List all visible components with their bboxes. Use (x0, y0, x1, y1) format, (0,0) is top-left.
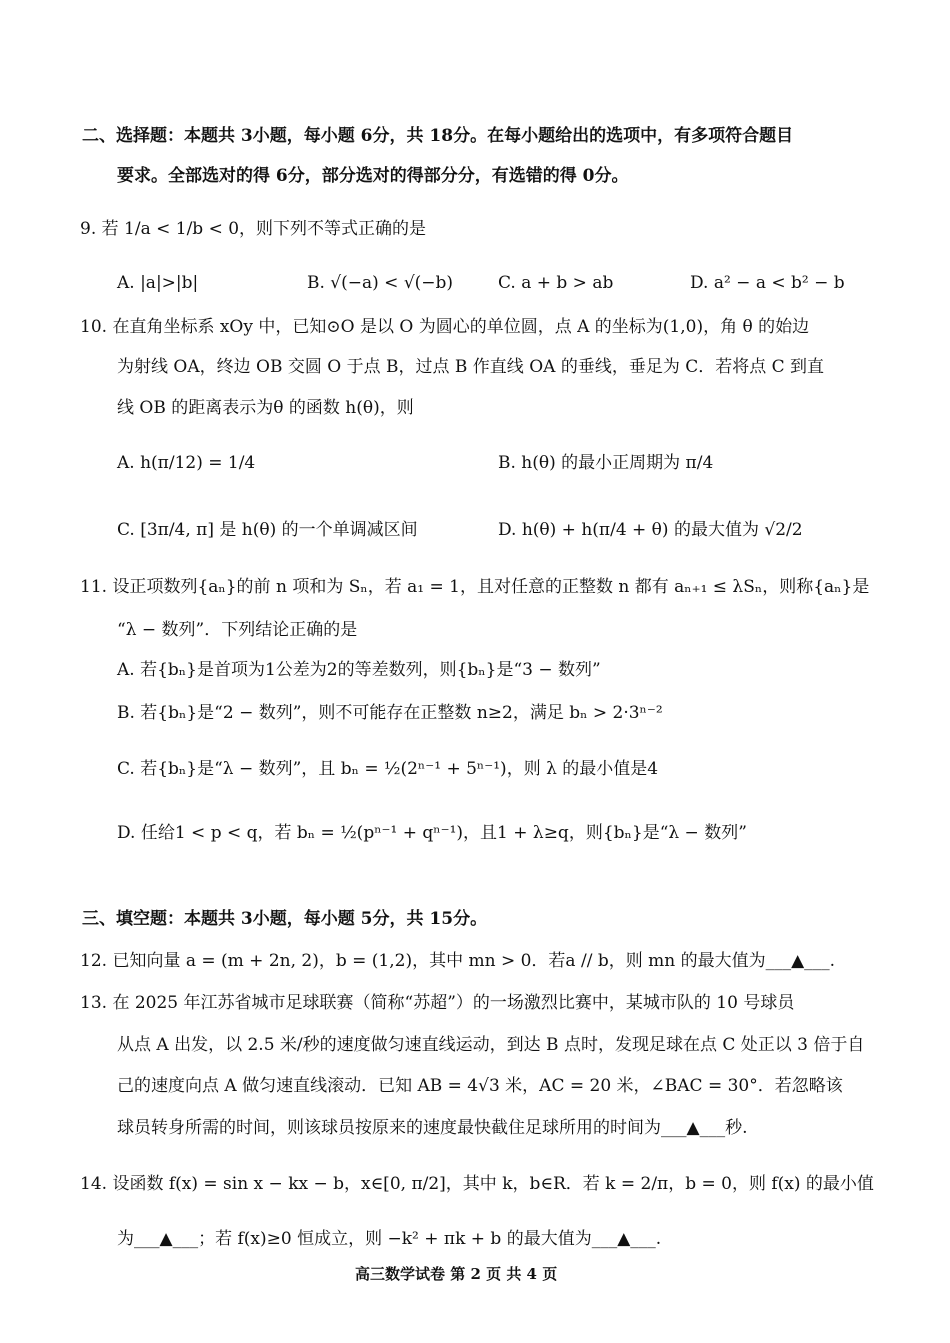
section2-heading-line1: 二、选择题：本题共 3小题，每小题 6分，共 18分。在每小题给出的选项中，有多项符合题目 (82, 126, 794, 146)
q11-option-d: D. 任给1 < p < q，若 bₙ = ½(pⁿ⁻¹ + qⁿ⁻¹)，且1 + λ≥q，则{bₙ}是“λ − 数列” (117, 823, 747, 843)
q10-option-c: C. [3π/4, π] 是 h(θ) 的一个单调减区间 (117, 520, 418, 540)
q13-line2: 从点 A 出发，以 2.5 米/秒的速度做匀速直线运动，到达 B 点时，发现足球在点 C 处正以 3 倍于自 (117, 1035, 865, 1055)
q9-stem: 9. 若 1/a < 1/b < 0，则下列不等式正确的是 (80, 219, 427, 239)
q10-option-d: D. h(θ) + h(π/4 + θ) 的最大值为 √2/2 (498, 520, 803, 540)
q9-option-c: C. a + b > ab (498, 273, 614, 293)
q11-option-c: C. 若{bₙ}是“λ − 数列”，且 bₙ = ½(2ⁿ⁻¹ + 5ⁿ⁻¹)，则 λ 的最小值是4 (117, 759, 659, 779)
q13-line4: 球员转身所需的时间，则该球员按原来的速度最快截住足球所用的时间为___▲___秒. (117, 1118, 748, 1138)
q14-line1: 14. 设函数 f(x) = sin x − kx − b，x∈[0, π/2]，其中 k，b∈R．若 k = 2/π，b = 0，则 f(x) 的最小值 (80, 1174, 874, 1194)
q12-line1: 12. 已知向量 a = (m + 2n, 2)，b = (1,2)，其中 mn > 0．若a // b，则 mn 的最大值为___▲___. (80, 951, 836, 971)
page-footer: 高三数学试卷 第 2 页 共 4 页 (355, 1265, 558, 1283)
q10-line1: 10. 在直角坐标系 xOy 中，已知⊙O 是以 O 为圆心的单位圆，点 A 的坐标为(1,0)，角 θ 的始边 (80, 317, 810, 337)
section3-heading: 三、填空题：本题共 3小题，每小题 5分，共 15分。 (82, 909, 488, 929)
q10-option-a: A. h(π/12) = 1/4 (117, 453, 256, 473)
q9-option-a: A. |a|>|b| (117, 273, 199, 293)
q10-option-b: B. h(θ) 的最小正周期为 π/4 (498, 453, 714, 473)
q11-option-a: A. 若{bₙ}是首项为1公差为2的等差数列，则{bₙ}是“3 − 数列” (117, 660, 601, 680)
q14-line2: 为___▲___；若 f(x)≥0 恒成立，则 −k² + πk + b 的最大值为___▲___. (117, 1229, 662, 1249)
q11-line1: 11. 设正项数列{aₙ}的前 n 项和为 Sₙ，若 a₁ = 1，且对任意的正整数 n 都有 aₙ₊₁ ≤ λSₙ，则称{aₙ}是 (80, 577, 870, 597)
q9-option-d: D. a² − a < b² − b (690, 273, 845, 293)
q10-line3: 线 OB 的距离表示为θ 的函数 h(θ)，则 (117, 398, 414, 418)
q9-option-b: B. √(−a) < √(−b) (307, 273, 454, 293)
q11-option-b: B. 若{bₙ}是“2 − 数列”，则不可能存在正整数 n≥2，满足 bₙ > 2·3ⁿ⁻² (117, 703, 663, 723)
q13-line3: 己的速度向点 A 做匀速直线滚动．已知 AB = 4√3 米，AC = 20 米，∠BAC = 30°．若忽略该 (117, 1076, 843, 1096)
q11-line2: “λ − 数列”．下列结论正确的是 (117, 620, 358, 640)
section2-heading-line2: 要求。全部选对的得 6分，部分选对的得部分分，有选错的得 0分。 (117, 166, 629, 186)
q13-line1: 13. 在 2025 年江苏省城市足球联赛（简称“苏超”）的一场激烈比赛中，某城市队的 10 号球员 (80, 993, 795, 1013)
q10-line2: 为射线 OA，终边 OB 交圆 O 于点 B，过点 B 作直线 OA 的垂线，垂足为 C．若将点 C 到直 (117, 357, 825, 377)
